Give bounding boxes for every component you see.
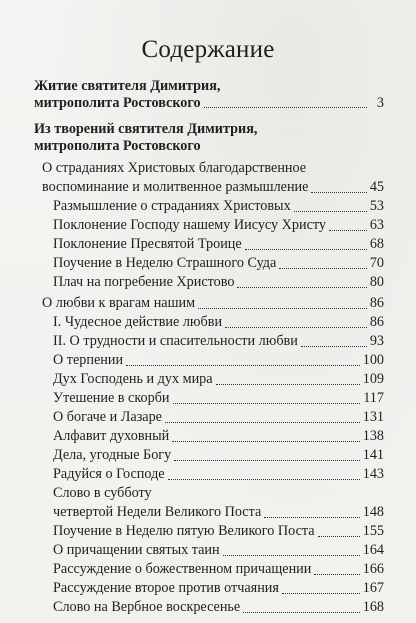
section-heading	[34, 78, 384, 95]
dot-leader	[301, 346, 367, 347]
page-number: 100	[362, 352, 384, 368]
entry-title: Размышление о страданиях Христовых	[53, 198, 291, 214]
entry-title-line: О страданиях Христовых благодарственное	[42, 160, 307, 176]
dot-leader	[314, 574, 359, 575]
entry-title: Поучение в Неделю Страшного Суда	[53, 255, 277, 271]
dot-leader	[172, 441, 359, 442]
entry-title: Дух Господень и дух мира	[53, 371, 213, 387]
entry-title: Алфавит духовный	[53, 428, 170, 444]
dot-leader	[279, 268, 367, 269]
page-number: 53	[369, 198, 384, 214]
dot-leader	[168, 479, 360, 480]
toc-entry	[34, 273, 384, 292]
table-of-contents	[34, 78, 384, 617]
section-heading-line: митрополита Ростовского	[34, 138, 201, 154]
dot-leader	[198, 308, 367, 309]
entry-title: Дела, угодные Богу	[53, 447, 172, 463]
dot-leader	[318, 536, 360, 537]
page-number: 45	[369, 179, 384, 195]
entry-title: Утешение в скорби	[53, 390, 170, 406]
page-number: 86	[369, 295, 384, 311]
page-number: 63	[369, 217, 384, 233]
page-number: 3	[376, 95, 384, 111]
entry-title: I. Чудесное действие любви	[53, 314, 223, 330]
page-number: 86	[369, 314, 384, 330]
page-number: 131	[362, 409, 384, 425]
page-number: 143	[362, 466, 384, 482]
entry-title: О богаче и Лазаре	[53, 409, 162, 425]
dot-leader	[173, 403, 361, 404]
page-number: 109	[362, 371, 384, 387]
page-number: 141	[362, 447, 384, 463]
section-heading-line: Житие святителя Димитрия,	[34, 78, 221, 94]
toc-entry	[34, 484, 384, 522]
dot-leader	[126, 365, 360, 366]
page-number: 168	[362, 599, 384, 615]
entry-title: Поклонение Пресвятой Троице	[53, 236, 242, 252]
dot-leader	[282, 593, 360, 594]
toc-entry	[34, 465, 384, 484]
entry-title: II. О трудности и спасительности любви	[53, 333, 298, 349]
entry-title-line: четвертой Недели Великого Поста	[53, 504, 262, 520]
section-heading-line: митрополита Ростовского	[34, 95, 201, 111]
page-number: 164	[362, 542, 384, 558]
dot-leader	[243, 612, 360, 613]
page-number: 117	[363, 390, 384, 406]
toc-entry	[34, 598, 384, 617]
page-number: 70	[369, 255, 384, 271]
toc-entry	[34, 370, 384, 389]
dot-leader	[264, 517, 359, 518]
dot-leader	[216, 384, 360, 385]
toc-entry	[34, 235, 384, 254]
page-number: 138	[362, 428, 384, 444]
dot-leader	[225, 327, 367, 328]
entry-title-line: Слово в субботу	[53, 485, 152, 501]
page-number: 167	[362, 580, 384, 596]
toc-entry	[34, 579, 384, 598]
dot-leader	[237, 287, 366, 288]
page-number: 93	[369, 333, 384, 349]
toc-entry	[34, 216, 384, 235]
toc-entry	[34, 254, 384, 273]
page-number: 80	[369, 274, 384, 290]
dot-leader	[204, 107, 367, 108]
toc-entry	[34, 159, 384, 197]
toc-entry	[34, 541, 384, 560]
toc-section	[34, 78, 384, 112]
entry-title: Слово на Вербное воскресенье	[53, 599, 241, 615]
toc-entry	[34, 560, 384, 579]
page-number: 155	[362, 523, 384, 539]
toc-entry	[34, 522, 384, 541]
dot-leader	[329, 230, 367, 231]
page-number: 68	[369, 236, 384, 252]
toc-section	[34, 121, 384, 155]
page-number: 166	[362, 561, 384, 577]
entry-title: Рассуждение о божественном причащении	[53, 561, 312, 577]
toc-entry	[34, 294, 384, 313]
entry-title: О терпении	[53, 352, 124, 368]
toc-entry	[34, 332, 384, 351]
section-heading-row	[34, 95, 384, 112]
entry-title-line: воспоминание и молитвенное размышление	[42, 179, 309, 195]
toc-entry	[34, 446, 384, 465]
toc-entry	[34, 408, 384, 427]
entry-title: Радуйся о Господе	[53, 466, 165, 482]
section-heading	[34, 121, 384, 155]
entry-title: О причащении святых таин	[53, 542, 220, 558]
toc-entry	[34, 427, 384, 446]
entry-title: О любви к врагам нашим	[42, 295, 196, 311]
toc-entry	[34, 197, 384, 216]
dot-leader	[174, 460, 360, 461]
dot-leader	[223, 555, 360, 556]
toc-entry	[34, 351, 384, 370]
dot-leader	[165, 422, 360, 423]
entry-title: Рассуждение второе против отчаяния	[53, 580, 279, 596]
dot-leader	[294, 211, 367, 212]
dot-leader	[311, 192, 366, 193]
entry-title: Поклонение Господу нашему Иисусу Христу	[53, 217, 327, 233]
entry-title: Поучение в Неделю пятую Великого Поста	[53, 523, 315, 539]
page-number: 148	[362, 504, 384, 520]
toc-entry	[34, 313, 384, 332]
entry-title: Плач на погребение Христово	[53, 274, 235, 290]
page-title: Содержание	[141, 36, 275, 63]
section-heading-line: Из творений святителя Димитрия,	[34, 121, 258, 137]
dot-leader	[245, 249, 367, 250]
toc-entry	[34, 389, 384, 408]
